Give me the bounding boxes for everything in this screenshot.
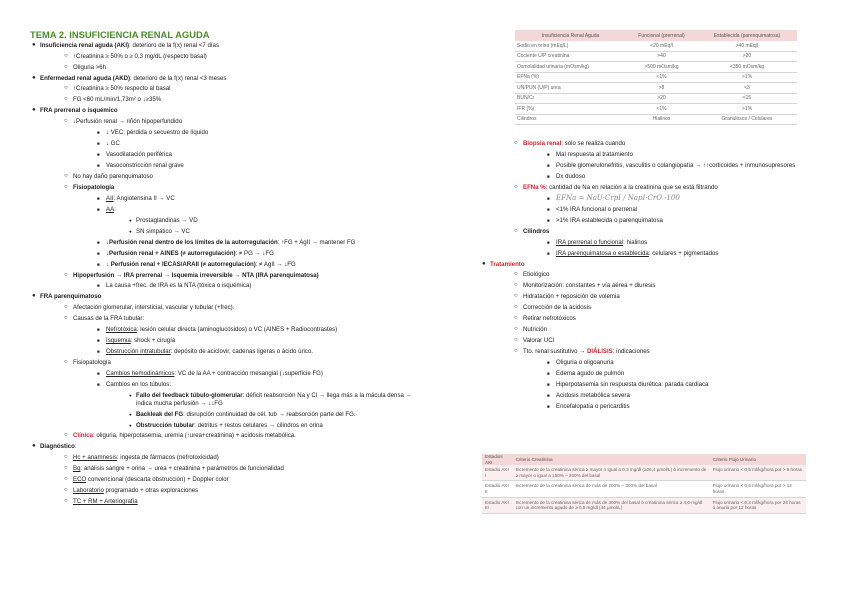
highlight-term: Tratamiento xyxy=(490,260,525,268)
item-text: : VC de la AA + contracción mesangial (↓superficie FG) xyxy=(174,369,323,377)
bullet-marker: ○ xyxy=(514,140,518,146)
lab-criteria-cell: <15 xyxy=(697,93,797,104)
bold-term: Fisiopatología xyxy=(73,183,115,191)
item-text: : ≠ PG → ↓FG xyxy=(235,249,274,257)
bullet-marker: ● xyxy=(129,217,132,223)
bullet-marker: ■ xyxy=(97,283,100,289)
underlined-term: AII xyxy=(106,194,114,202)
lab-criteria-cell: UN/PUN (U/P) urea xyxy=(515,83,626,94)
left-outline-item xyxy=(30,498,425,506)
item-text: programado + otras exploraciones xyxy=(103,487,199,495)
bullet-marker: ○ xyxy=(64,117,68,124)
bullet-marker: ■ xyxy=(547,173,550,179)
bullet-marker: ○ xyxy=(514,337,518,344)
lab-criteria-cell: Osmolalidad urinaria (mOsm/kg) xyxy=(515,62,626,73)
aki-stage-cell: Estadio AKI II xyxy=(482,481,513,497)
bullet-marker: ■ xyxy=(547,162,550,168)
right-outline-item xyxy=(480,392,810,400)
bullet-marker: ○ xyxy=(64,52,68,59)
bold-term: Obstrucción tubular xyxy=(136,421,195,429)
bold-term: FRA parenquimatoso xyxy=(40,293,102,301)
left-outline-item xyxy=(30,293,425,301)
aki-stage-header: Criterio Creatinina xyxy=(513,454,710,465)
bullet-marker: ■ xyxy=(547,250,550,256)
bullet-marker: ■ xyxy=(97,327,100,333)
lab-criteria-cell: Hialinos xyxy=(626,114,697,125)
item-text: No hay daño parenquimatoso xyxy=(73,172,153,180)
right-outline-item xyxy=(480,293,810,301)
right-outline-item xyxy=(480,304,810,312)
left-outline-item xyxy=(30,151,425,159)
bullet-marker: ○ xyxy=(514,282,518,289)
lab-criteria-table xyxy=(515,30,797,125)
item-text: La causa +frec. de IRA es la NTA (tóxica o isquémica) xyxy=(106,282,252,290)
highlight-term: Clínica xyxy=(73,432,93,440)
item-text: Oliguria o oligoanuria xyxy=(556,359,614,367)
item-text: : sólo se realiza cuando xyxy=(561,140,626,147)
bold-term: Diagnóstico xyxy=(40,443,75,451)
bullet-marker: ○ xyxy=(64,96,68,103)
left-outline-item xyxy=(30,206,425,214)
bullet-marker: ■ xyxy=(97,250,100,256)
item-text: Posible glomerulonefritis, vasculitis o colangiopatía → ↑↑corticoides + inmunosupresores xyxy=(556,161,796,169)
bold-term: ↓ Perfusión renal + IECAS/ARAII (≠ autorregulación) xyxy=(106,260,256,268)
bullet-marker: ● xyxy=(32,74,36,81)
right-outline-item xyxy=(480,315,810,323)
bullet-marker: ● xyxy=(129,422,132,428)
bullet-marker: ■ xyxy=(97,261,100,267)
bullet-marker: ○ xyxy=(64,454,68,461)
item-text: : lesión celular directa (aminoglucósidos) o VC (AINES + Radiocontrastes) xyxy=(136,326,338,334)
aki-stage-cell: Flujo urinario < 0,5 ml/kg/hora por > 12 horas xyxy=(710,481,806,497)
left-outline-item xyxy=(30,42,425,50)
item-text: Corrección de la acidosis xyxy=(523,304,592,312)
item-text: Acidosis metabólica severa xyxy=(556,392,630,400)
bullet-marker: ● xyxy=(32,42,36,48)
item-text: : cantidad de Na en relación a la creatinina que se está filtrando xyxy=(545,183,718,191)
bullet-marker: ■ xyxy=(547,393,550,399)
bullet-marker: ■ xyxy=(547,151,550,157)
lab-criteria-cell: IFR (%) xyxy=(515,104,626,115)
item-text: : Angiotensina II → VC xyxy=(113,194,175,202)
lab-criteria-cell: >40 xyxy=(626,51,697,62)
right-outline-item xyxy=(480,151,810,159)
bullet-marker: ■ xyxy=(97,162,100,168)
lab-criteria-cell: <20 mEq/l xyxy=(626,41,697,51)
left-outline-item xyxy=(30,476,425,484)
bullet-marker: ○ xyxy=(514,227,518,234)
lab-criteria-header: Funcional (prerrenal) xyxy=(626,30,697,41)
aki-stage-header: Criterio Flujo Urinario xyxy=(710,454,806,465)
lab-criteria-cell: >500 mOsm/kg xyxy=(626,62,697,73)
bold-term: FRA prerrenal o isquémico xyxy=(40,107,118,115)
bold-term: ↓Perfusión renal + AINES (≠ autorregulación) xyxy=(106,249,236,257)
item-text: : deterioro de la f(x) renal <3 meses xyxy=(130,74,227,82)
right-outline-item xyxy=(480,184,810,192)
item-text: Edema agudo de pulmón xyxy=(556,370,625,378)
item-text: : ≠ AgII → ↓FG xyxy=(255,260,296,268)
right-outline-item xyxy=(480,403,810,411)
left-column xyxy=(30,29,425,509)
lab-criteria-cell: Cilindros xyxy=(515,114,626,125)
bullet-marker: ○ xyxy=(64,183,68,190)
left-outline-item xyxy=(30,239,425,247)
item-text: Afectación glomerular, intersticial, vascular y tubular (+frec). xyxy=(73,304,235,312)
item-text: : celulares + pigmentados xyxy=(648,249,719,257)
bullet-marker: ○ xyxy=(514,293,518,300)
item-text: Retirar nefrotóxicos xyxy=(523,315,576,323)
aki-stages-table xyxy=(482,454,806,514)
right-outline-item xyxy=(480,359,810,367)
item-text: Hidratación + reposición de volemia xyxy=(523,293,620,301)
lab-criteria-cell: >20 xyxy=(697,51,797,62)
highlight-term: DIÁLISIS xyxy=(587,348,613,356)
left-outline-item xyxy=(30,443,425,451)
left-outline-item xyxy=(30,184,425,192)
left-outline-item xyxy=(30,337,425,345)
left-outline-item xyxy=(30,173,425,181)
aki-stage-cell: Flujo urinario < 0,5 ml/kg/hora por > 6 horas xyxy=(710,465,806,481)
item-text: ↓ VEC: pérdida o secuestro de líquido xyxy=(106,128,209,136)
lab-criteria-cell: EFNa (%) xyxy=(515,72,626,83)
bullet-marker: ● xyxy=(129,228,132,234)
bullet-marker: ■ xyxy=(547,195,550,201)
right-outline-item xyxy=(480,250,810,258)
page-title: TEMA 2. INSUFICIENCIA RENAL AGUDA xyxy=(30,29,210,40)
right-outline-item xyxy=(480,228,810,236)
left-outline-item xyxy=(30,487,425,495)
lab-criteria-cell: >40 mEq/l xyxy=(697,41,797,51)
bullet-marker: ○ xyxy=(514,326,518,333)
left-outline-item xyxy=(30,228,425,236)
highlight-term: Biopsia renal xyxy=(523,140,562,147)
right-outline-item xyxy=(480,162,810,170)
item-text: Hiperpotasemia sin respuesta diurética: parada cardiaca xyxy=(556,381,709,389)
item-text: : análisis sangre + orina → urea + creatinina + parámetros de funcionalidad xyxy=(80,465,284,473)
bullet-marker: ■ xyxy=(97,349,100,354)
efna-formula: EFNa = NaU·CrpI / NapI·CrO ·100 xyxy=(556,193,680,202)
right-outline-item xyxy=(480,239,810,247)
bullet-marker: ○ xyxy=(64,432,68,439)
left-outline-item xyxy=(30,107,425,115)
item-text: SN simpático → VC xyxy=(136,227,190,235)
bold-term: Hipoperfusión → IRA prerrenal → Isquemia irreversible → NTA (IRA parenquimatosa) xyxy=(73,271,319,279)
item-text: ↑Creatinina ≥ 50% respecto al basal xyxy=(73,85,171,93)
item-text: : ↑FG + AgII → mantener FG xyxy=(277,238,356,246)
bullet-marker: ■ xyxy=(97,381,100,387)
left-outline-item xyxy=(30,75,425,83)
right-outline-item xyxy=(480,140,810,148)
left-outline-item xyxy=(30,422,425,430)
bullet-marker: ● xyxy=(129,411,132,417)
item-text: : ingesta de fármacos (nefrotoxicidad) xyxy=(116,454,219,462)
left-outline-item xyxy=(30,381,425,389)
item-text: : disrupción continuidad de cél. tub → reabsorción parte del FG. xyxy=(183,410,356,418)
bullet-marker: ○ xyxy=(514,348,518,355)
bullet-marker: ■ xyxy=(97,338,100,344)
right-outline-item xyxy=(480,271,810,279)
item-text: : indicaciones xyxy=(612,348,650,356)
bullet-marker: ○ xyxy=(64,63,68,70)
underlined-term: IRA parenquimatosa o establecida xyxy=(556,249,649,257)
bullet-marker: ■ xyxy=(97,195,100,201)
bullet-marker: ■ xyxy=(547,206,550,212)
left-outline-item xyxy=(30,359,425,367)
aki-stage-cell: Flujo urinario < 0,3 ml/kg/hora por 24 horas ó anuria por 12 horas xyxy=(710,497,806,513)
bullet-marker: ○ xyxy=(514,315,518,322)
left-outline-item xyxy=(30,315,425,323)
left-outline-item xyxy=(30,465,425,473)
bullet-marker: ○ xyxy=(514,304,518,311)
bullet-marker: ■ xyxy=(97,206,100,212)
bullet-marker: ○ xyxy=(64,172,68,179)
bullet-marker: ■ xyxy=(547,382,550,388)
item-text: Monitorización: constantes + vía aérea + diuresis xyxy=(523,282,656,290)
aki-stage-header: Estadios AKI xyxy=(482,454,513,465)
left-outline-item xyxy=(30,432,425,440)
bullet-marker: ○ xyxy=(64,465,68,472)
aki-stage-row xyxy=(482,465,806,481)
underlined-term: Nefrotóxica xyxy=(106,326,137,334)
underlined-term: Bq xyxy=(73,465,81,473)
item-text: ↓ GC xyxy=(106,139,120,147)
underlined-term: AA xyxy=(106,205,115,213)
bullet-marker: ■ xyxy=(547,404,550,410)
left-outline-item xyxy=(30,195,425,203)
aki-stage-cell: Incremento de la creatinina sérica de más de 200% – 300% del basal xyxy=(513,481,710,497)
left-outline-item xyxy=(30,411,425,419)
item-text: ↓Perfusión renal → riñón hipoperfundido xyxy=(73,117,183,125)
right-outline-item xyxy=(480,206,810,214)
right-column xyxy=(480,140,810,414)
item-text: Vasoconstricción renal grave xyxy=(106,161,184,169)
item-text: : depósito de aciclovir, cadenas ligeras o ácido úrico. xyxy=(170,348,313,355)
lab-criteria-cell: >20 xyxy=(626,93,697,104)
bullet-marker: ○ xyxy=(64,315,68,322)
bullet-marker: ○ xyxy=(64,476,68,483)
item-text: : deterioro de la f(x) renal <7 días xyxy=(129,42,219,49)
aki-stage-cell: Estadio AKI I xyxy=(482,465,513,481)
item-text: FG <60 mL/min/1,73m² o ↓≥35% xyxy=(73,96,162,104)
lab-criteria-row xyxy=(515,62,797,73)
item-text: Dx dudoso xyxy=(556,172,586,180)
bullet-marker: ■ xyxy=(547,360,550,366)
right-outline-item xyxy=(480,261,810,269)
item-text: <1% IRA funcional o prerrenal xyxy=(556,205,638,213)
right-outline-item xyxy=(480,348,810,356)
lab-criteria-cell: <3 xyxy=(697,83,797,94)
bold-term: Fallo del feedback túbulo-glomerular xyxy=(136,391,243,399)
bold-term: Insuficiencia renal aguda (AKI) xyxy=(40,42,130,49)
lab-criteria-row xyxy=(515,93,797,104)
item-text: ↑Creatinina ≥ 50% o ≥ 0,3 mg/dL (respecto basal) xyxy=(73,52,207,60)
aki-stage-row xyxy=(482,497,806,513)
aki-stage-cell: Estadio AKI III xyxy=(482,497,513,513)
underlined-term: IRA prerrenal o funcional xyxy=(556,238,624,246)
left-outline-item xyxy=(30,392,425,407)
item-text: Mal respuesta al tratamiento xyxy=(556,150,633,158)
right-outline-item xyxy=(480,195,810,203)
bold-term: Cilindros xyxy=(523,227,550,235)
lab-criteria-header: Insuficiencia Renal Aguda xyxy=(515,30,626,41)
bullet-marker: ○ xyxy=(64,358,68,365)
lab-criteria-cell: >1% xyxy=(697,72,797,83)
bullet-marker: ● xyxy=(482,260,486,267)
left-outline-item xyxy=(30,64,425,72)
left-outline-item xyxy=(30,53,425,61)
underlined-term: Obstrucción intratubular xyxy=(106,348,171,355)
item-text: : déficit reabsorción Na y Cl → llega más a la mácula densa → indica mucha perfusión → ↓↓FG xyxy=(136,391,412,407)
lab-criteria-cell: <350 mOsm/kg xyxy=(697,62,797,73)
left-outline-item xyxy=(30,282,425,290)
item-text: Encefalopatía o pericarditis xyxy=(556,403,630,411)
underlined-term: Cambios hemodinámicos xyxy=(106,369,175,377)
right-outline-item xyxy=(480,282,810,290)
left-outline-item xyxy=(30,217,425,225)
right-outline-item xyxy=(480,217,810,225)
lab-criteria-cell: Sodio en orina (mEq/L) xyxy=(515,41,626,51)
lab-criteria-cell: BUN/Cr xyxy=(515,93,626,104)
lab-criteria-header: Establecida (parenquimatosa) xyxy=(697,30,797,41)
right-outline-item xyxy=(480,370,810,378)
left-outline-item xyxy=(30,250,425,258)
left-outline-item xyxy=(30,348,425,356)
item-text: : xyxy=(114,205,116,213)
item-text: Cambios en los túbulos: xyxy=(106,380,172,388)
lab-criteria-cell: >8 xyxy=(626,83,697,94)
left-outline-item xyxy=(30,370,425,378)
underlined-term: Hc + anamnesis xyxy=(73,454,117,462)
bullet-marker: ○ xyxy=(64,498,68,504)
bullet-marker: ■ xyxy=(547,239,550,245)
underlined-term: TC + RM + Arteriografía xyxy=(73,498,138,505)
item-text: Prostaglandinas → VD xyxy=(136,216,198,224)
item-text: Tto. renal sustitutivo → xyxy=(523,348,588,356)
bullet-marker: ○ xyxy=(64,487,68,494)
lab-criteria-row xyxy=(515,104,797,115)
bullet-marker: ■ xyxy=(97,370,100,376)
bold-term: ↓Perfusión renal dentro de los límites de la autorregulación xyxy=(106,238,278,246)
left-outline-item xyxy=(30,96,425,104)
lab-criteria-row xyxy=(515,51,797,62)
aki-stage-cell: Incremento de la creatinina sérica ≥ mayor o igual a 0,3 mg/dl (≥26,4 µmol/L) ó incremento de ≥ mayor o igual a 150% – 200% del basal xyxy=(513,465,710,481)
left-outline-item xyxy=(30,85,425,93)
left-outline-item xyxy=(30,454,425,462)
aki-stage-row xyxy=(482,481,806,497)
bold-term: Backleak del FG xyxy=(136,410,184,418)
left-outline-item xyxy=(30,326,425,334)
right-outline-item xyxy=(480,326,810,334)
lab-criteria-cell: Cociente U/P creatinina xyxy=(515,51,626,62)
left-outline-item xyxy=(30,162,425,170)
bullet-marker: ■ xyxy=(547,217,550,223)
bullet-marker: ○ xyxy=(514,271,518,278)
bullet-marker: ■ xyxy=(97,129,100,135)
item-text: Causas de la FRA tubular: xyxy=(73,315,145,323)
lab-criteria-row xyxy=(515,41,797,51)
right-outline-item xyxy=(480,173,810,181)
bullet-marker: ○ xyxy=(64,304,68,311)
bullet-marker: ● xyxy=(32,293,36,300)
bullet-marker: ● xyxy=(32,107,36,114)
item-text: Vasodilatación periférica xyxy=(106,150,172,158)
left-outline-item xyxy=(30,118,425,126)
item-text: Etiológico xyxy=(523,271,550,279)
left-outline-item xyxy=(30,129,425,137)
lab-criteria-row xyxy=(515,83,797,94)
left-outline-item xyxy=(30,272,425,280)
item-text: Fisiopatología xyxy=(73,358,111,366)
item-text: : oliguria, hiperpotasemia, uremia (↑urea+creatinina) + acidosis metabólica. xyxy=(92,432,296,440)
bullet-marker: ○ xyxy=(64,271,68,278)
item-text: >1% IRA establecida o parenquimatosa xyxy=(556,216,663,224)
item-text: : xyxy=(74,443,77,451)
lab-criteria-cell: <1% xyxy=(626,72,697,83)
bullet-marker: ■ xyxy=(97,151,100,157)
bullet-marker: ● xyxy=(32,443,36,450)
underlined-term: ECO xyxy=(73,476,87,484)
bullet-marker: ○ xyxy=(514,183,518,190)
highlight-term: EFNa % xyxy=(523,183,546,191)
bold-term: Enfermedad renal aguda (AKD) xyxy=(40,74,131,82)
underlined-term: Laboratorio xyxy=(73,487,104,495)
item-text: : hialinos xyxy=(623,238,648,246)
item-text: Nutrición xyxy=(523,326,548,334)
item-text: : shock + cirugía xyxy=(130,337,176,345)
left-outline-item xyxy=(30,261,425,269)
left-outline-item xyxy=(30,304,425,312)
bullet-marker: ● xyxy=(129,392,132,398)
right-outline xyxy=(480,140,810,411)
left-outline-item xyxy=(30,140,425,148)
lab-criteria-cell: >1% xyxy=(697,104,797,115)
bullet-marker: ■ xyxy=(547,371,550,377)
lab-criteria-cell: <1% xyxy=(626,104,697,115)
item-text: Oliguria >6h xyxy=(73,63,107,71)
lab-criteria-row xyxy=(515,72,797,83)
item-text: : detritus + restos celulares → cilindros en orina xyxy=(194,421,323,429)
right-outline-item xyxy=(480,381,810,389)
aki-stage-cell: Incremento de la creatinina sérica de más de 300% del basal ó creatinina sérica ≥ 4,0 mg/dl con un incremento agudo de ≥ 0,5 mg/dl (44 µmol/L) xyxy=(513,497,710,513)
item-text: convencional (descarta obstrucción) + Doppler color xyxy=(86,476,229,484)
bullet-marker: ■ xyxy=(97,140,100,146)
right-outline-item xyxy=(480,337,810,345)
underlined-term: Isquemia xyxy=(106,337,131,345)
left-outline xyxy=(30,42,425,506)
bullet-marker: ■ xyxy=(97,239,100,245)
lab-criteria-row xyxy=(515,114,797,125)
bullet-marker: ○ xyxy=(64,85,68,92)
lab-criteria-cell: Granulosos / Celulares xyxy=(697,114,797,125)
item-text: Valorar UCI xyxy=(523,337,555,345)
